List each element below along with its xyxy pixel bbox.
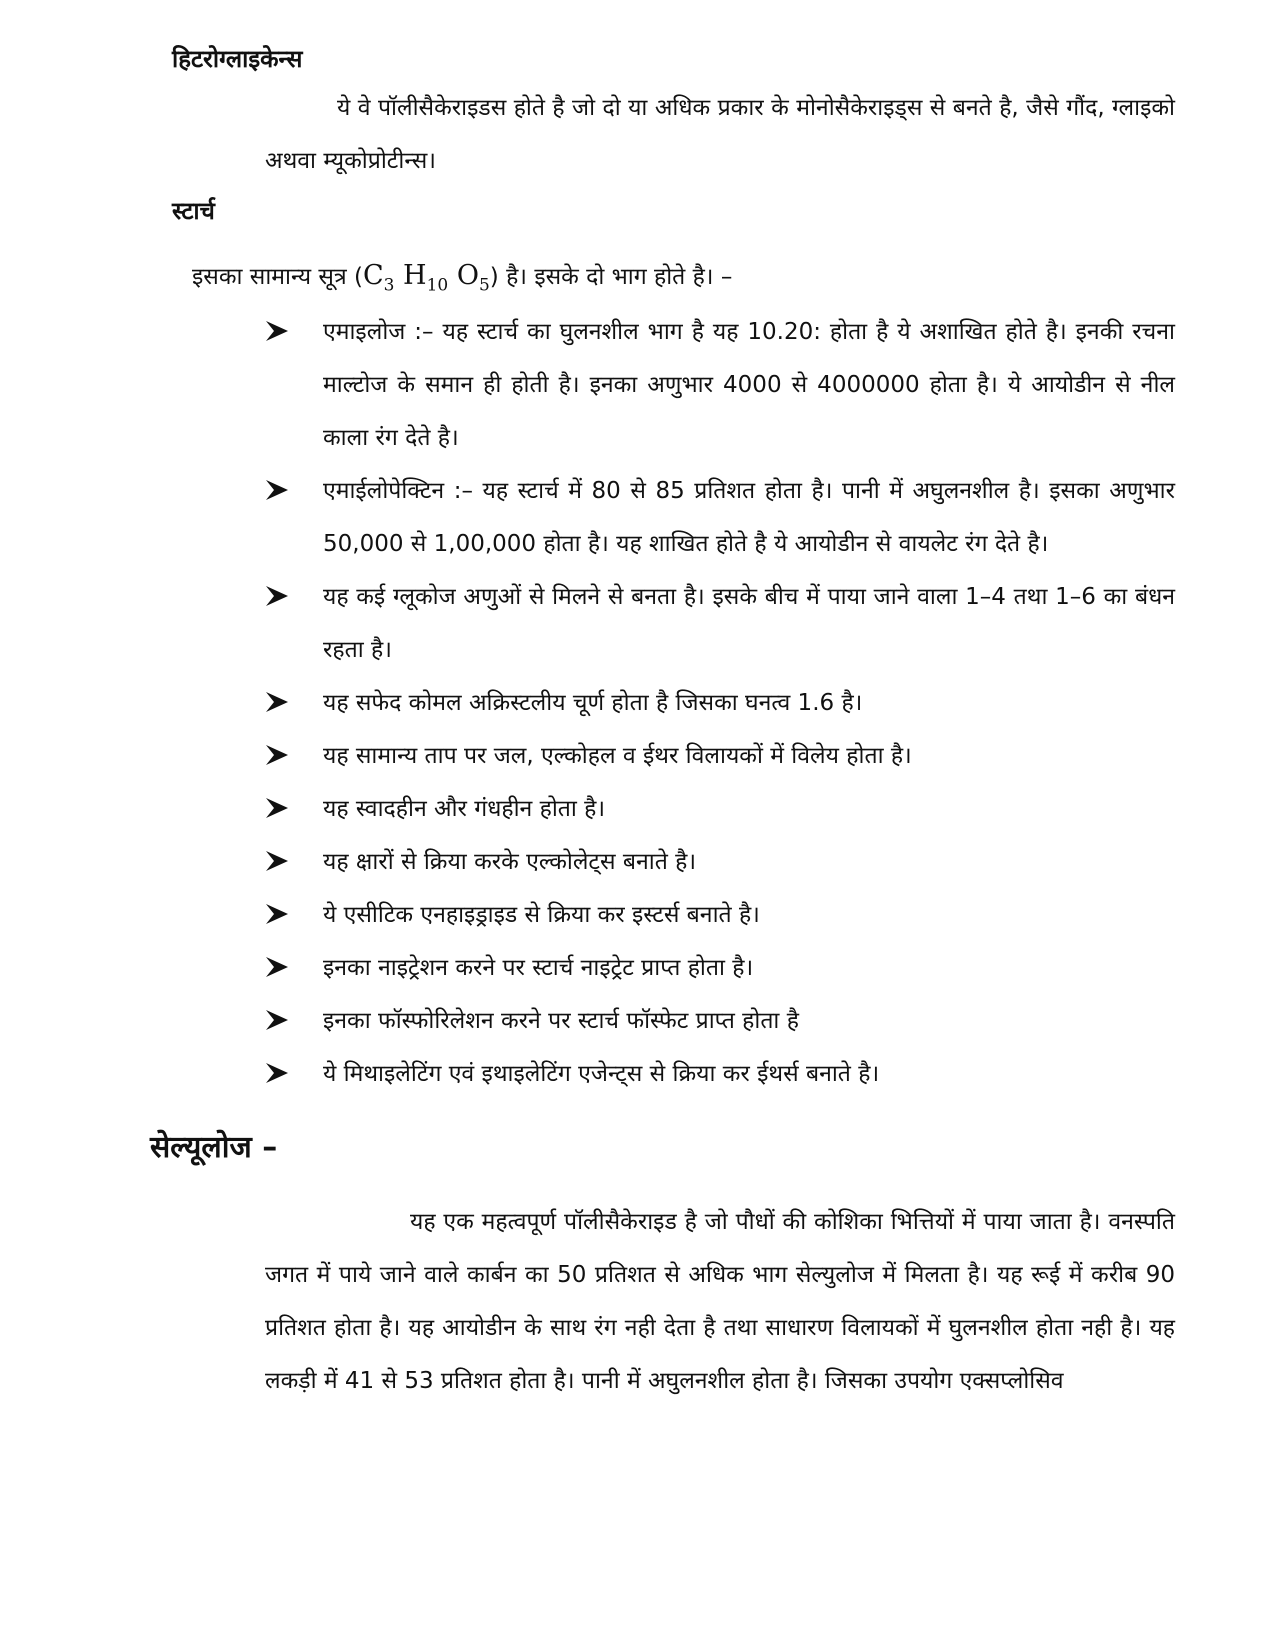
starch-bullet-list	[265, 306, 1175, 1101]
formula-prefix: इसका सामान्य सूत्र (	[192, 264, 363, 290]
list-item-text: इनका फॉस्फोरिलेशन करने पर स्टार्च फॉस्फेट प्राप्त होता है	[323, 1008, 799, 1034]
heading-cellulose: सेल्यूलोज –	[150, 1130, 278, 1165]
list-item	[265, 677, 1175, 730]
list-item-text: ये एसीटिक एनहाइड्राइड से क्रिया कर इस्टर्स बनाते है।	[323, 902, 760, 928]
list-item-text: यह सफेद कोमल अक्रिस्टलीय चूर्ण होता है जिसका घनत्व 1.6 है।	[323, 690, 863, 716]
paragraph-heteroglycans	[265, 82, 1175, 188]
arrow-bullet-icon	[265, 320, 289, 342]
formula-carbon-count: 3	[383, 275, 395, 296]
formula-oxygen-count: 5	[478, 275, 490, 296]
arrow-bullet-icon	[265, 850, 289, 872]
paragraph-heteroglycans-text: ये वे पॉलीसैकेराइडस होते है जो दो या अधिक प्रकार के मोनोसैकेराइड्स से बनते है, जैसे गौंद, ग्लाइको अथवा म्यूकोप्रोटीन्स।	[265, 95, 1175, 174]
paragraph-cellulose	[265, 1196, 1175, 1408]
list-item-text: यह स्वादहीन और गंधहीन होता है।	[323, 796, 606, 822]
list-item	[265, 995, 1175, 1048]
list-item-text: यह कई ग्लूकोज अणुओं से मिलने से बनता है। इसके बीच में पाया जाने वाला 1–4 तथा 1–6 का बंधन रहता है।	[323, 584, 1175, 663]
arrow-bullet-icon	[265, 956, 289, 978]
arrow-bullet-icon	[265, 744, 289, 766]
list-item-text: यह सामान्य ताप पर जल, एल्कोहल व ईथर विलायकों में विलेय होता है।	[323, 743, 912, 769]
list-item	[265, 306, 1175, 465]
list-item	[265, 889, 1175, 942]
list-item	[265, 836, 1175, 889]
arrow-bullet-icon	[265, 479, 289, 501]
arrow-bullet-icon	[265, 1009, 289, 1031]
list-item	[265, 465, 1175, 571]
heading-heteroglycans: हिटरोग्लाइकेन्स	[172, 45, 303, 73]
formula-carbon: C	[362, 260, 384, 291]
list-item-text: एमाइलोज :– यह स्टार्च का घुलनशील भाग है यह 10.20: होता है ये अशाखित होते है। इनकी रचना माल्टोज के समान ही होती है। इनका अणुभार 4000 से 4000000 होता है। ये आयोडीन से नील काला रंग देते है।	[323, 319, 1175, 451]
heading-starch: स्टार्च	[172, 197, 215, 225]
list-item	[265, 942, 1175, 995]
list-item	[265, 730, 1175, 783]
arrow-bullet-icon	[265, 585, 289, 607]
starch-formula-line	[192, 258, 732, 303]
arrow-bullet-icon	[265, 903, 289, 925]
list-item	[265, 571, 1175, 677]
arrow-bullet-icon	[265, 1062, 289, 1084]
list-item	[265, 783, 1175, 836]
formula-hydrogen: H	[394, 260, 427, 291]
paragraph-cellulose-text: यह एक महत्वपूर्ण पॉलीसैकेराइड है जो पौधों की कोशिका भित्तियों में पाया जाता है। वनस्पति जगत में पाये जाने वाले कार्बन का 50 प्रतिशत से अधिक भाग सेल्युलोज में मिलता है। यह रूई में करीब 90 प्रतिशत होता है। यह आयोडीन के साथ रंग नही देता है तथा साधारण विलायकों में घुलनशील होता नही है। यह लकड़ी में 41 से 53 प्रतिशत होता है। पानी में अघुलनशील होता है। जिसका उपयोग एक्सप्लोसिव	[265, 1209, 1175, 1394]
formula-suffix: ) है। इसके दो भाग होते है। –	[489, 264, 733, 290]
list-item-text: यह क्षारों से क्रिया करके एल्कोलेट्स बनाते है।	[323, 849, 697, 875]
chemical-formula	[362, 260, 490, 296]
formula-hydrogen-count: 10	[426, 275, 449, 296]
list-item	[265, 1048, 1175, 1101]
arrow-bullet-icon	[265, 691, 289, 713]
list-item-text: ये मिथाइलेटिंग एवं इथाइलेटिंग एजेन्ट्स से क्रिया कर ईथर्स बनाते है।	[323, 1061, 880, 1087]
list-item-text: इनका नाइट्रेशन करने पर स्टार्च नाइट्रेट प्राप्त होता है।	[323, 955, 754, 981]
formula-oxygen: O	[448, 260, 479, 291]
list-item-text: एमाईलोपेक्टिन :– यह स्टार्च में 80 से 85 प्रतिशत होता है। पानी में अघुलनशील है। इसका अणुभार 50,000 से 1,00,000 होता है। यह शाखित होते है ये आयोडीन से वायलेट रंग देते है।	[323, 478, 1175, 557]
arrow-bullet-icon	[265, 797, 289, 819]
